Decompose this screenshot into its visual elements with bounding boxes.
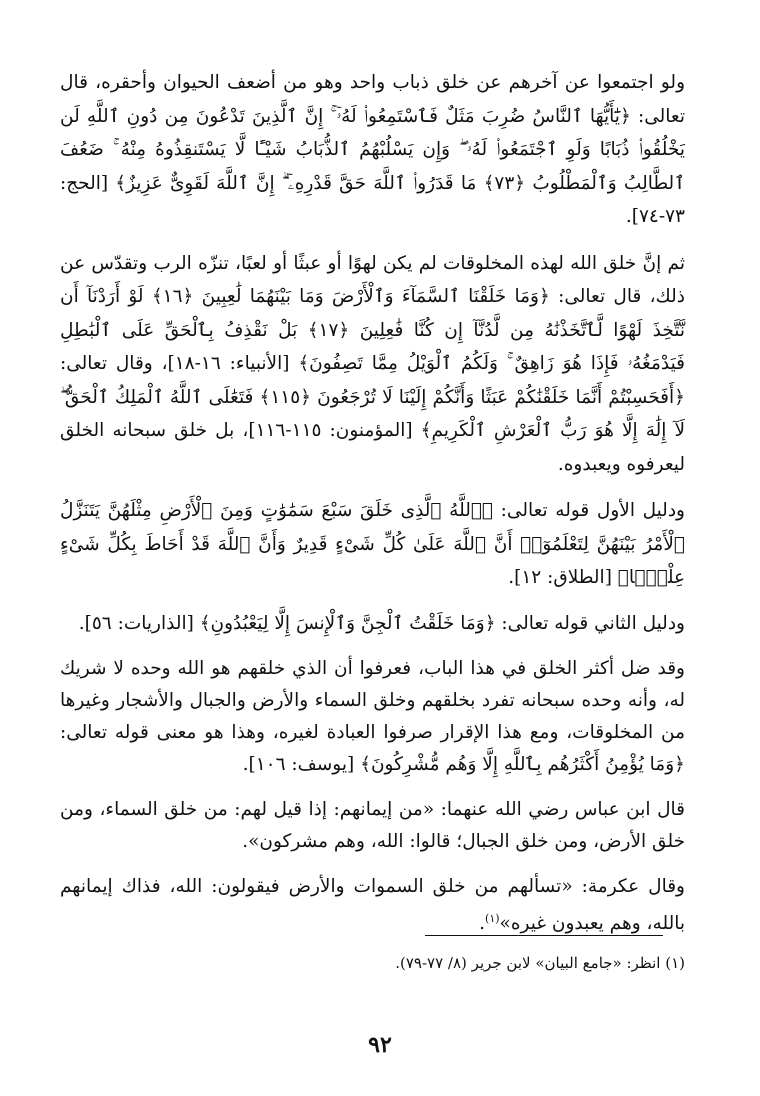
paragraph-5: وقد ضل أكثر الخلق في هذا الباب، فعرفوا أن الذي خلقهم هو الله وحده لا شريك له، وأنه وحده سبحانه تفرد بخلقهم وخلق السماء والأرض والجبال والأشجار وغيرها من المخلوقات، ومع هذا الإقرار صرفوا العبادة لغيره، وهذا هو معنى قوله تعالى: ﴿وَمَا يُؤْمِنُ أَكْثَرُهُم بِٱللَّهِ إِلَّا وَهُم مُّشْرِكُونَ﴾ [يوسف: ١٠٦]. xyxy=(60,657,685,775)
footnote: (١) انظر: «جامع البيان» لابن جرير (٨/ ٧٧-٧٩). xyxy=(395,954,685,972)
page-body xyxy=(60,66,685,940)
paragraph-2: ثم إنَّ خلق الله لهذه المخلوقات لم يكن لهوًا أو عبثًا أو لعبًا، تنزّه الرب وتقدّس عن ذلك، قال تعالى: ﴿وَمَا خَلَقْنَا ٱلسَّمَآءَ وَٱلْأَرْضَ وَمَا بَيْنَهُمَا لَٰعِبِينَ ﴿١٦﴾ لَوْ أَرَدْنَآ أَن نَّتَّخِذَ لَهْوًا لَّٱتَّخَذْنَٰهُ مِن لَّدُنَّآ إِن كُنَّا فَٰعِلِينَ ﴿١٧﴾ بَلْ نَقْذِفُ بِٱلْحَقِّ عَلَى ٱلْبَٰطِلِ فَيَدْمَغُهُۥ فَإِذَا هُوَ زَاهِقٌ ۚ وَلَكُمُ ٱلْوَيْلُ مِمَّا تَصِفُونَ﴾ [الأنبياء: ١٦-١٨]، وقال تعالى: ﴿أَفَحَسِبْتُمْ أَنَّمَا خَلَقْنَٰكُمْ عَبَثًا وَأَنَّكُمْ إِلَيْنَا لَا تُرْجَعُونَ ﴿١١٥﴾ فَتَعَٰلَى ٱللَّهُ ٱلْمَلِكُ ٱلْحَقُّ ۖ لَآ إِلَٰهَ إِلَّا هُوَ رَبُّ ٱلْعَرْشِ ٱلْكَرِيمِ﴾ [المؤمنون: ١١٥-١١٦]، بل خلق سبحانه الخلق ليعرفوه ويعبدوه. xyxy=(60,252,686,475)
paragraph-3: ودليل الأول قوله تعالى: ﴿ٱللَّهُ ٱلَّذِى خَلَقَ سَبْعَ سَمَٰوَٰتٍ وَمِنَ ٱلْأَرْضِ مِثْلَهُنَّ يَتَنَزَّلُ ٱلْأَمْرُ بَيْنَهُنَّ لِتَعْلَمُوٓا۟ أَنَّ ٱللَّهَ عَلَىٰ كُلِّ شَىْءٍ قَدِيرٌ وَأَنَّ ٱللَّهَ قَدْ أَحَاطَ بِكُلِّ شَىْءٍ عِلْمًۢا﴾ [الطلاق: ١٢]. xyxy=(60,500,685,588)
paragraph-7-text: وقال عكرمة: «تسألهم من خلق السموات والأرض فيقولون: الله، فذاك إيمانهم بالله، وهم يعبدون غيره» xyxy=(60,875,685,934)
footnote-reference[interactable]: (١) xyxy=(485,911,500,925)
paragraph-6: قال ابن عباس رضي الله عنهما: «من إيمانهم: إذا قيل لهم: من خلق السماء، ومن خلق الأرض، ومن خلق الجبال؛ قالوا: الله، وهم مشركون». xyxy=(60,798,685,852)
page-number: ٩٢ xyxy=(368,1032,392,1058)
paragraph-1: ولو اجتمعوا عن آخرهم عن خلق ذباب واحد وهو من أضعف الحيوان وأحقره، قال تعالى: ﴿يَٰٓأَيُّهَا ٱلنَّاسُ ضُرِبَ مَثَلٌ فَٱسْتَمِعُوا۟ لَهُۥٓ ۚ إِنَّ ٱلَّذِينَ تَدْعُونَ مِن دُونِ ٱللَّهِ لَن يَخْلُقُوا۟ ذُبَابًا وَلَوِ ٱجْتَمَعُوا۟ لَهُۥ ۖ وَإِن يَسْلُبْهُمُ ٱلذُّبَابُ شَيْـًٔا لَّا يَسْتَنقِذُوهُ مِنْهُ ۚ ضَعُفَ ٱلطَّالِبُ وَٱلْمَطْلُوبُ ﴿٧٣﴾ مَا قَدَرُوا۟ ٱللَّهَ حَقَّ قَدْرِهِۦٓ ۗ إِنَّ ٱللَّهَ لَقَوِىٌّ عَزِيزٌ﴾ [الحج: ٧٣-٧٤]. xyxy=(60,72,685,227)
footnote-divider xyxy=(425,935,663,936)
paragraph-7: وقال عكرمة: «تسألهم من خلق السموات والأرض فيقولون: الله، فذاك إيمانهم بالله، وهم يعبدون غيره»$^{(١)}$. xyxy=(60,875,685,934)
paragraph-4: ودليل الثاني قوله تعالى: ﴿وَمَا خَلَقْتُ ٱلْجِنَّ وَٱلْإِنسَ إِلَّا لِيَعْبُدُونِ﴾ [الذاريات: ٥٦]. xyxy=(78,612,685,634)
